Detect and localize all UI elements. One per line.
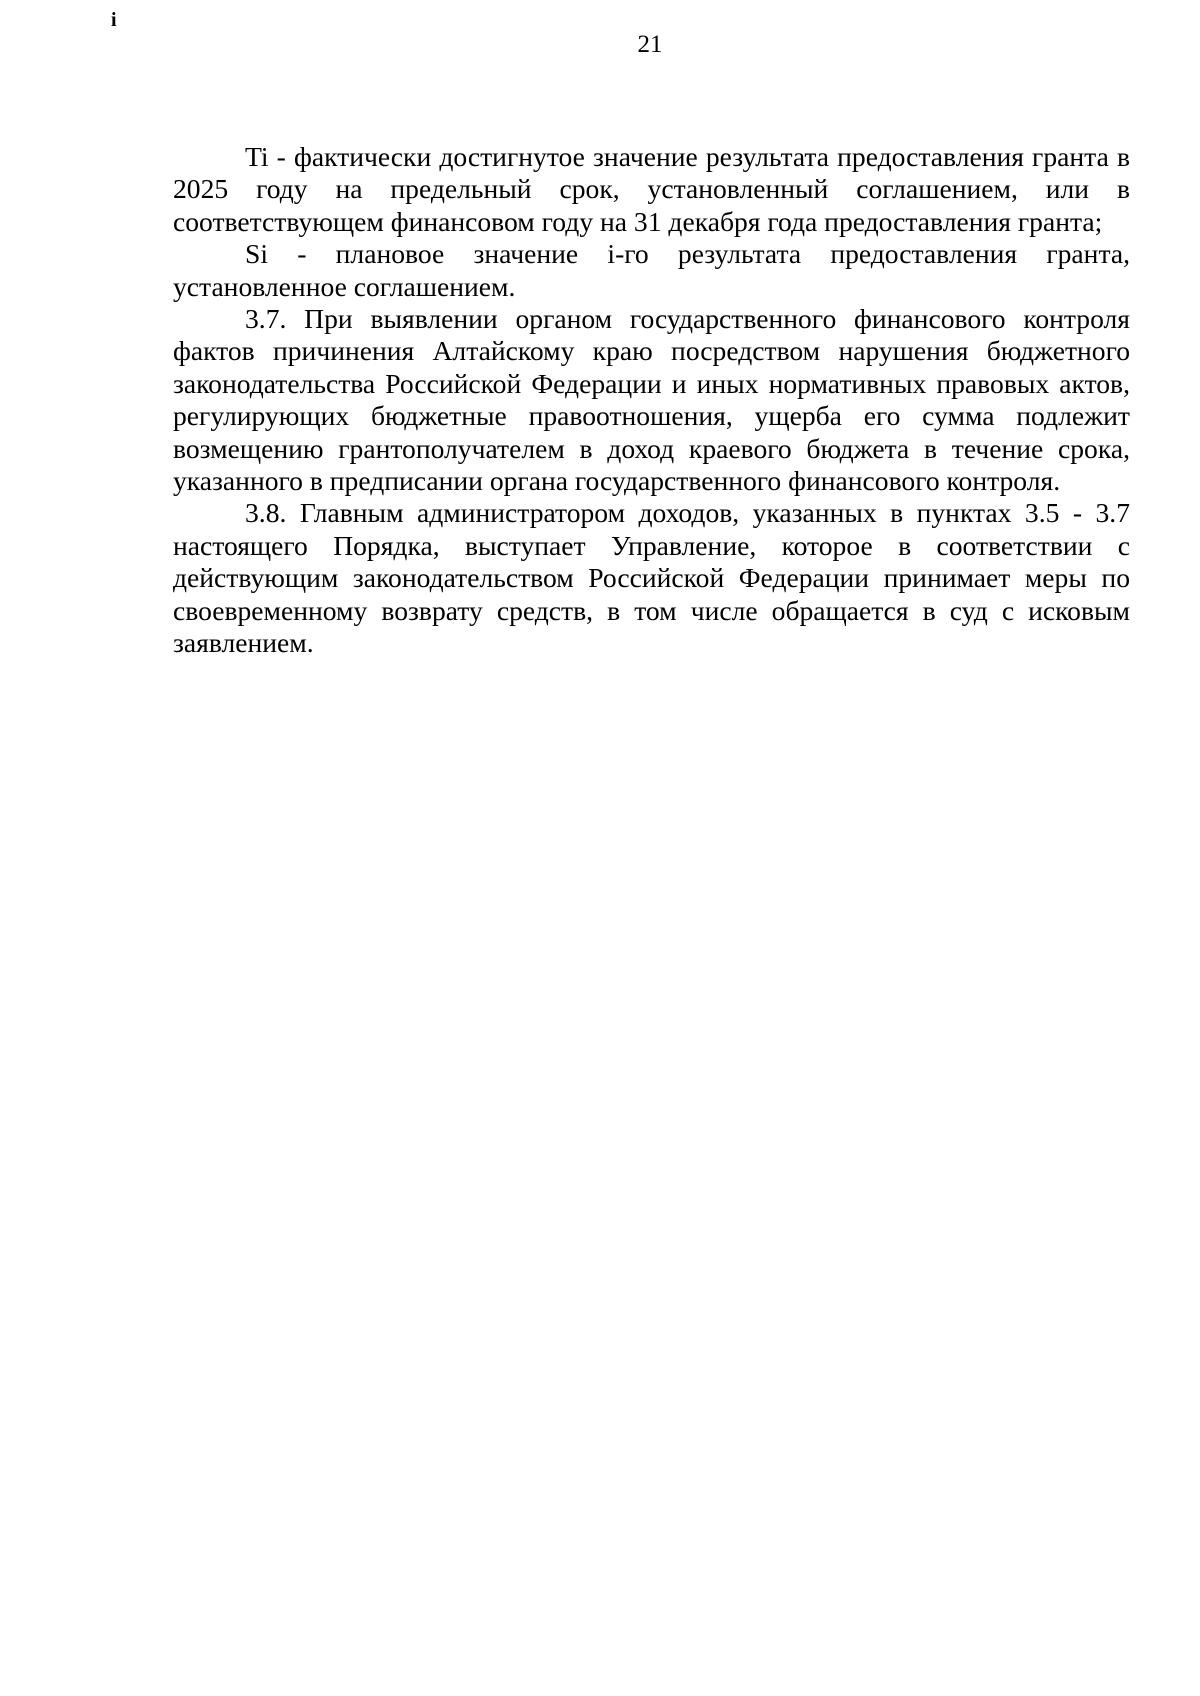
- document-body: [173, 141, 1130, 660]
- page-number: 21: [637, 31, 663, 58]
- paragraph-3-8: 3.8. Главным администратором доходов, указанных в пунктах 3.5 - 3.7 настоящего Порядка, выступает Управление, которое в соответствии с действующим законодательством Российской Федерации принимает меры по своевременному возврату средств, в том числе обращается в суд с исковым заявлением.: [173, 497, 1130, 659]
- paragraph-si-definition: Si - плановое значение i-го результата предоставления гранта, установленное соглашением.: [173, 238, 1130, 302]
- scan-mark: i: [111, 9, 117, 31]
- paragraph-ti-definition: Ti - фактически достигнутое значение результата предоставления гранта в 2025 году на предельный срок, установленный соглашением, или в соответствующем финансовом году на 31 декабря года предоставления гранта;: [173, 141, 1130, 237]
- paragraph-3-7: 3.7. При выявлении органом государственного финансового контроля фактов причинения Алтайскому краю посредством нарушения бюджетного законодательства Российской Федерации и иных нормативных правовых актов, регулирующих бюджетные правоотношения, ущерба его сумма подлежит возмещению грантополучателем в доход краевого бюджета в течение срока, указанного в предписании органа государственного финансового контроля.: [173, 303, 1130, 497]
